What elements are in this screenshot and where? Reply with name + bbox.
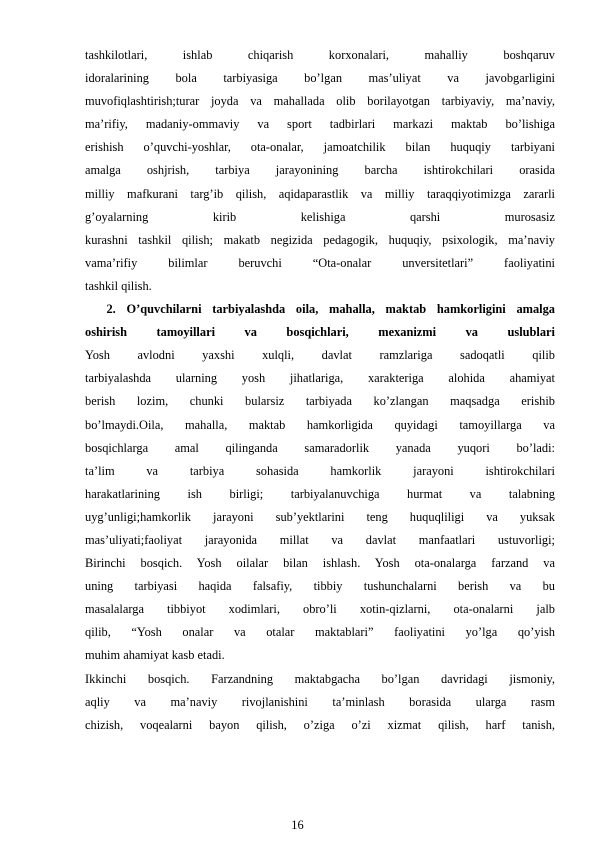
text-line: vama’rifiy bilimlar beruvchi “Ota-onalar unversitetlari” faoliyatini [85, 255, 555, 270]
text-line: harakatlarining ish birligi; tarbiyalanuvchiga hurmat va talabning [85, 486, 555, 501]
heading-line: 2. O’quvchilarni tarbiyalashda oila, mahalla, maktab hamkorligini amalga [85, 302, 555, 317]
text-line: kurashni tashkil qilish; makatb negizida pedagogik, huquqiy, psixologik, ma’naviy [85, 232, 555, 247]
text-line: uyg’unligi;hamkorlik jarayoni sub’yektlarini teng huquqliligi va yuksak [85, 509, 555, 524]
text-line: Yosh avlodni yaxshi xulqli, davlat ramzlariga sadoqatli qilib [85, 348, 555, 363]
paragraph-intro [85, 44, 555, 298]
document-body [85, 44, 555, 737]
page-number: 16 [291, 818, 304, 832]
text-line: amalga oshjrish, tarbiya jarayonining barcha ishtirokchilari orasida [85, 163, 555, 178]
text-line: bosqichlarga amal qilinganda samaradorlik yanada yuqori bo’ladi: [85, 440, 555, 455]
text-line: ma’rifiy, madaniy-ommaviy va sport tadbirlari markazi maktab bo’lishiga [85, 117, 555, 132]
text-line: aqliy va ma’naviy rivojlanishini ta’minlash borasida ularga rasm [85, 694, 555, 709]
text-line: idoralarining bola tarbiyasiga bo’lgan mas’uliyat va javobgarligini [85, 71, 555, 86]
heading-line: oshirish tamoyillari va bosqichlari, mexanizmi va uslublari [85, 325, 555, 340]
text-line: muvofiqlashtirish;turar joyda va mahallada olib borilayotgan tarbiyaviy, ma’naviy, [85, 94, 555, 109]
text-line: bo’lmaydi.Oila, mahalla, maktab hamkorligida quyidagi tamoyillarga va [85, 417, 555, 432]
text-line: erishish o’quvchi-yoshlar, ota-onalar, jamoatchilik bilan huquqiy tarbiyani [85, 140, 555, 155]
section-heading [85, 298, 555, 344]
paragraph-second-stage [85, 668, 555, 737]
text-line: tarbiyalashda ularning yosh jihatlariga, xarakteriga alohida ahamiyat [85, 371, 555, 386]
paragraph-principles [85, 344, 555, 667]
text-line: mas’uliyati;faoliyat jarayonida millat va davlat manfaatlari ustuvorligi; [85, 532, 555, 547]
text-line: chizish, voqealarni bayon qilish, o’ziga o’zi xizmat qilish, harf tanish, [85, 717, 555, 732]
text-line: ta’lim va tarbiya sohasida hamkorlik jarayoni ishtirokchilari [85, 463, 555, 478]
text-line: muhim ahamiyat kasb etadi. [85, 648, 225, 663]
text-line: tashkil qilish. [85, 278, 152, 293]
text-line: milliy mafkurani targ’ib qilish, aqidaparastlik va milliy taraqqiyotimizga zararli [85, 186, 555, 201]
text-line: g’oyalarning kirib kelishiga qarshi murosasiz [85, 209, 555, 224]
text-line: Ikkinchi bosqich. Farzandning maktabgacha bo’lgan davridagi jismoniy, [85, 671, 555, 686]
text-line: Birinchi bosqich. Yosh oilalar bilan ishlash. Yosh ota-onalarga farzand va [85, 556, 555, 571]
text-line: uning tarbiyasi haqida falsafiy, tibbiy tushunchalarni berish va bu [85, 579, 555, 594]
text-line: tashkilotlari, ishlab chiqarish korxonalari, mahalliy boshqaruv [85, 48, 555, 62]
text-line: masalalarga tibbiyot xodimlari, obro’li xotin-qizlarni, ota-onalarni jalb [85, 602, 555, 617]
text-line: qilib, “Yosh onalar va otalar maktablari” faoliyatini yo’lga qo’yish [85, 625, 555, 640]
text-line: berish lozim, chunki bularsiz tarbiyada ko’zlangan maqsadga erishib [85, 394, 555, 409]
